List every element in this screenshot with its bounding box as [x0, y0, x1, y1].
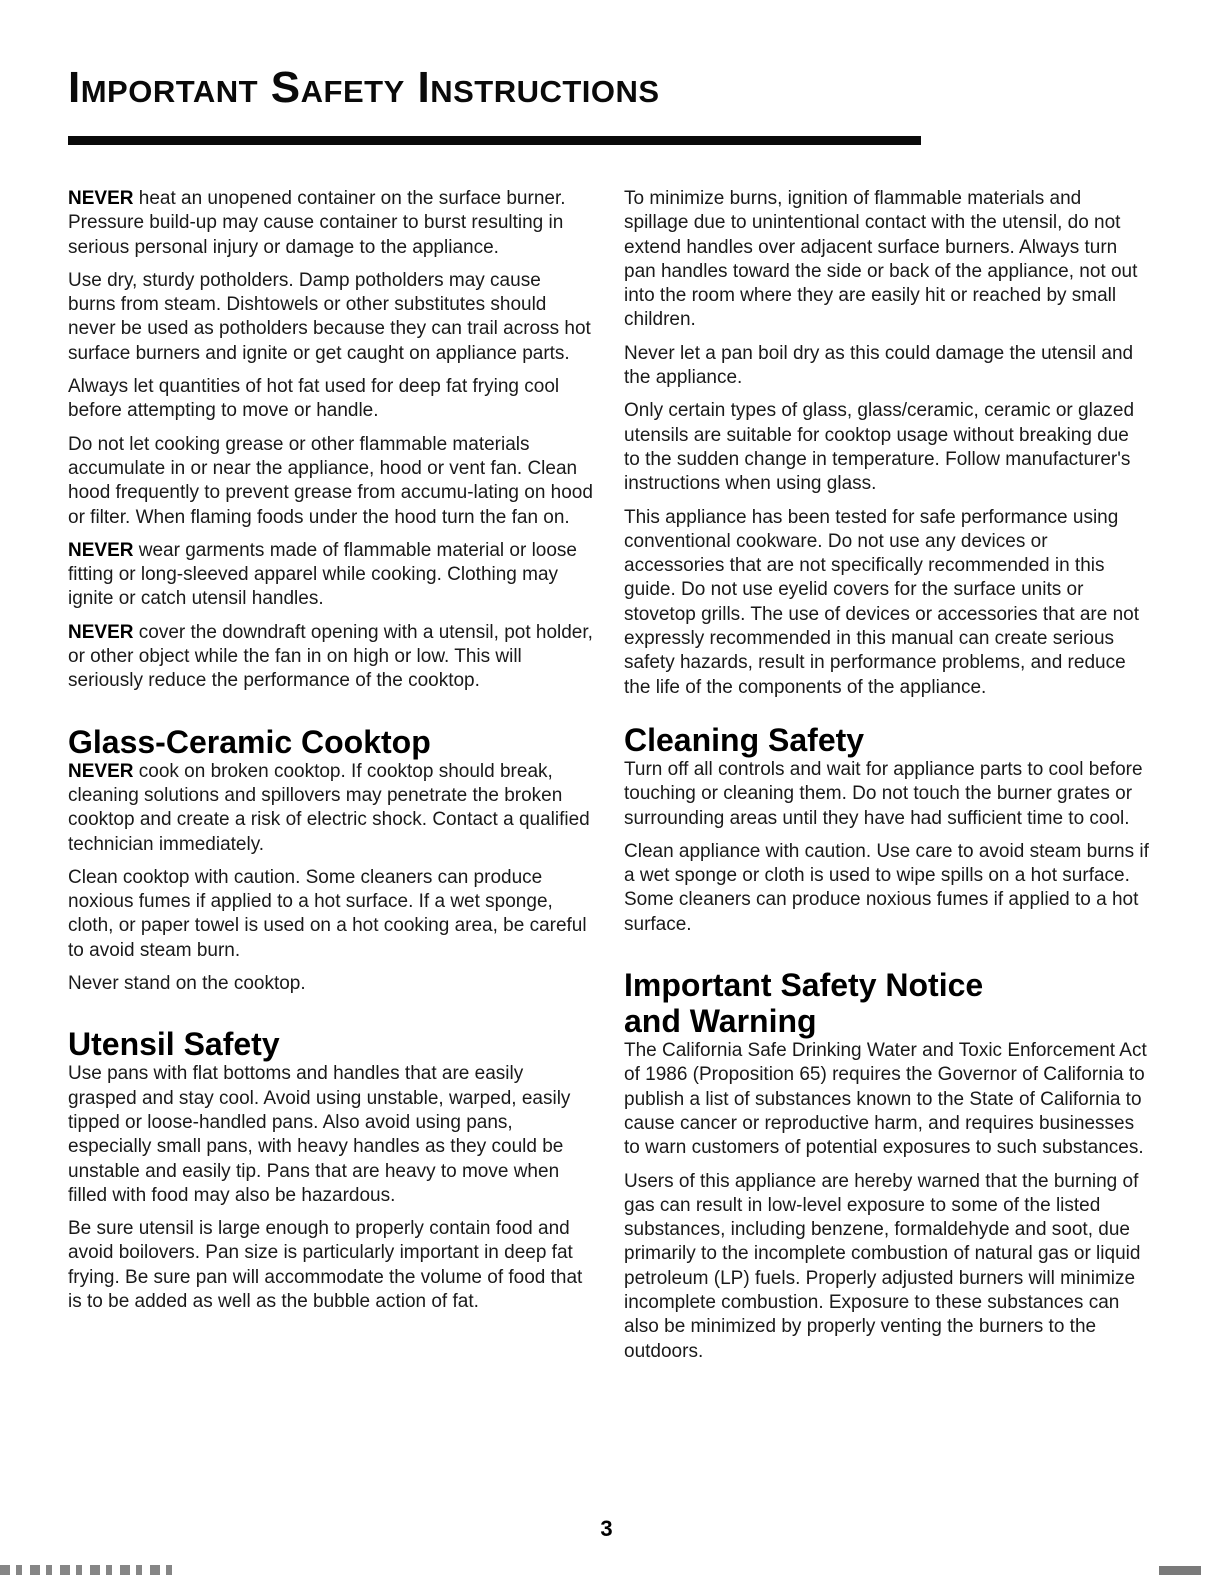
paragraph	[624, 342, 1149, 391]
section-heading-glass-ceramic: Glass-Ceramic Cooktop	[68, 723, 431, 760]
paragraph	[624, 840, 1149, 937]
paragraph	[624, 187, 1149, 333]
never-lead: NEVER	[68, 188, 134, 209]
paragraph	[624, 1170, 1149, 1364]
left-column	[68, 187, 593, 1323]
never-lead: NEVER	[68, 760, 134, 782]
paragraph	[68, 433, 593, 530]
paragraph	[68, 187, 593, 260]
paragraph-text: Turn off all controls and wait for appliance parts to cool before touching or cleaning them. Do not touch the burner grates or surrounding areas until they have had sufficient time to cool.	[624, 758, 1143, 829]
right-column	[624, 187, 1149, 1373]
paragraph-text: Use pans with flat bottoms and handles that are easily grasped and stay cool. Avoid using unstable, warped, easily tipped or loose-handled pans. Also avoid using pans, especially small pans, with heavy handles as they could be unstable and easily tip. Pans that are heavy to move when filled with food may also be hazardous.	[68, 1063, 571, 1206]
paragraph-text: Never stand on the cooktop.	[68, 973, 306, 995]
paragraph-text: Only certain types of glass, glass/ceramic, ceramic or glazed utensils are suitable for cooktop usage without breaking due to the sudden change in temperature. Follow manufacturer's instructions when using glass.	[624, 400, 1135, 495]
paragraph	[68, 375, 593, 424]
paragraph	[68, 621, 593, 694]
paragraph	[68, 539, 593, 612]
never-lead: NEVER	[68, 539, 134, 561]
page-title: Important Safety Instructions	[68, 63, 660, 112]
paragraph	[68, 972, 593, 996]
section-heading-cleaning-safety: Cleaning Safety	[624, 721, 865, 758]
paragraph-text: This appliance has been tested for safe performance using conventional cookware. Do not use any devices or accessories that are not specifically recommended in this guide. Do not use eyelid covers for the surface units or stovetop grills. The use of devices or accessories that are not expressly recommended in this manual can create serious safety hazards, result in performance problems, and reduce the life of the components of the appliance.	[624, 506, 1140, 698]
paragraph-text: cook on broken cooktop. If cooktop should break, cleaning solutions and spillovers may penetrate the broken cooktop and create a risk of electric shock. Contact a qualified technician immediately.	[68, 760, 590, 855]
paragraph-text: Clean cooktop with caution. Some cleaners can produce noxious fumes if applied to a hot surface. If a wet sponge, cloth, or paper towel is used on a hot cooking area, be careful to avoid steam burn.	[68, 866, 587, 961]
paragraph	[68, 269, 593, 366]
paragraph-text: Be sure utensil is large enough to properly contain food and avoid boilovers. Pan size is particularly important in deep fat frying. Be sure pan will accommodate the volume of food that is to be added as well as the bubble action of fat.	[68, 1218, 583, 1312]
paragraph	[68, 760, 593, 857]
paragraph-text: wear garments made of flammable material or loose fitting or long-sleeved apparel while cooking. Clothing may ignite or catch utensil handles.	[68, 539, 577, 610]
paragraph-text: Use dry, sturdy potholders. Damp potholders may cause burns from steam. Dishtowels or other substitutes should never be used as potholders because they can trail across hot surface burners and ignite or get caught on appliance parts.	[68, 269, 591, 364]
paragraph	[68, 1217, 593, 1314]
never-lead: NEVER	[68, 621, 134, 643]
section-heading-safety-notice	[624, 967, 1149, 1039]
paragraph	[68, 866, 593, 963]
paragraph-text: cover the downdraft opening with a utensil, pot holder, or other object while the fan in on high or low. This will seriously reduce the performance of the cooktop.	[68, 621, 593, 692]
paragraph	[624, 506, 1149, 700]
heading-line: Important Safety Notice	[624, 967, 984, 1004]
paragraph-text: The California Safe Drinking Water and Toxic Enforcement Act of 1986 (Proposition 65) requires the Governor of California to publish a list of substances known to the State of California to cause cancer or reproductive harm, and requires businesses to warn customers of potential exposures to such substances.	[624, 1040, 1147, 1159]
scan-artifact	[0, 1565, 180, 1575]
paragraph-text: heat an unopened container on the surface burner. Pressure build-up may cause container to burst resulting in serious personal injury or damage to the appliance.	[68, 188, 566, 258]
paragraph-text: Clean appliance with caution. Use care to avoid steam burns if a wet sponge or cloth is used to wipe spills on a hot surface. Some cleaners can produce noxious fumes if applied to a hot surface.	[624, 840, 1149, 935]
paragraph-text: Do not let cooking grease or other flammable materials accumulate in or near the appliance, hood or vent fan. Clean hood frequently to prevent grease from accumu-lating on hood or filter. When flaming foods under the hood turn the fan on.	[68, 433, 593, 528]
paragraph-text: To minimize burns, ignition of flammable materials and spillage due to unintentional contact with the utensil, do not extend handles over adjacent surface burners. Always turn pan handles toward the side or back of the appliance, not out into the room where they are easily hit or reached by small children.	[624, 188, 1138, 331]
paragraph-text: Always let quantities of hot fat used for deep fat frying cool before attempting to move or handle.	[68, 376, 560, 422]
page-number: 3	[600, 1516, 613, 1541]
paragraph-text: Users of this appliance are hereby warned that the burning of gas can result in low-level exposure to some of the listed substances, including benzene, formaldehyde and soot, due primarily to the incomplete combustion of natural gas or liquid petroleum (LP) fuels. Properly adjusted burners will minimize incomplete combustion. Exposure to these substances can also be minimized by properly venting the burners to the outdoors.	[624, 1170, 1141, 1362]
paragraph	[624, 399, 1149, 496]
title-rule	[68, 136, 921, 145]
heading-line: and Warning	[624, 1003, 817, 1040]
paragraph	[624, 1039, 1149, 1160]
paragraph	[68, 1062, 593, 1208]
section-heading-utensil-safety: Utensil Safety	[68, 1026, 280, 1063]
paragraph-text: Never let a pan boil dry as this could damage the utensil and the appliance.	[624, 342, 1134, 389]
scan-artifact	[1159, 1566, 1201, 1575]
paragraph	[624, 758, 1149, 831]
